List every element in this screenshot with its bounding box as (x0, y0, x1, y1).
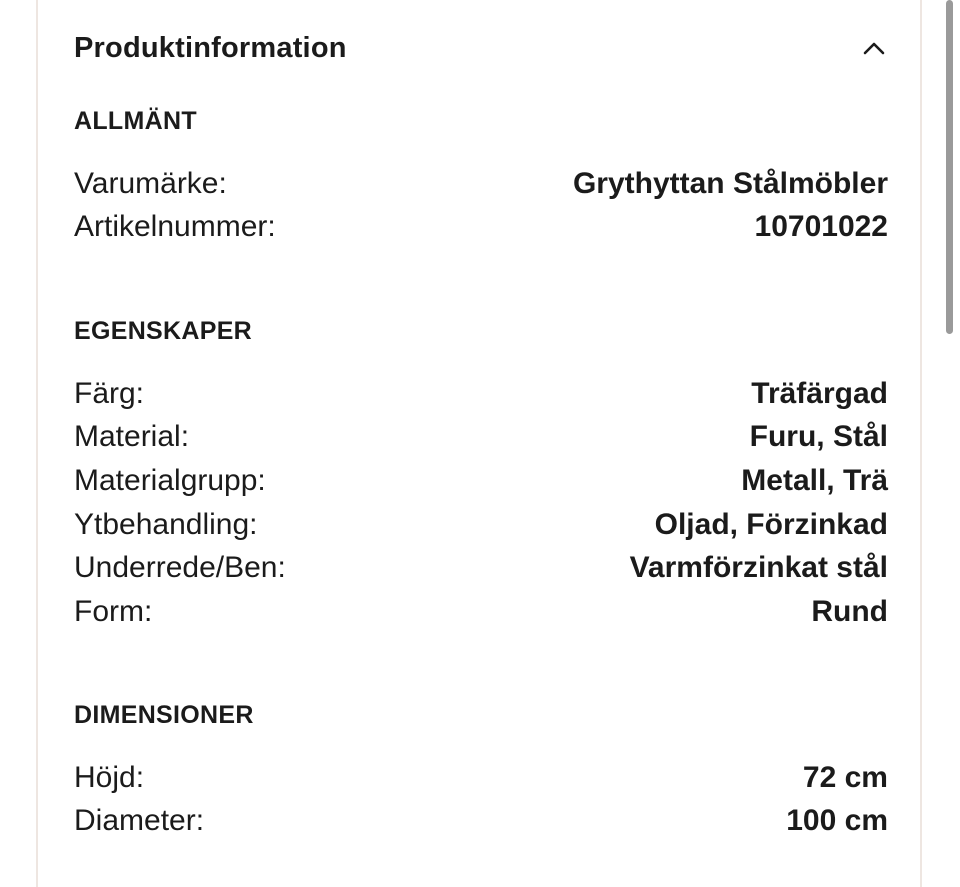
spec-label: Diameter: (74, 804, 205, 838)
spec-row-article-number (74, 206, 888, 250)
panel-title: Produktinformation (74, 31, 347, 64)
spec-value: Oljad, Förzinkad (654, 507, 888, 541)
spec-row-base-legs (74, 546, 888, 590)
spec-label: Form: (74, 594, 153, 628)
section-general (74, 106, 888, 249)
spec-value: Metall, Trä (741, 463, 888, 497)
spec-value: Grythyttan Stålmöbler (572, 166, 888, 200)
spec-label: Varumärke: (74, 166, 227, 200)
spec-value: 72 cm (802, 760, 888, 794)
spec-value: Träfärgad (751, 376, 888, 410)
spec-row-height (74, 756, 888, 800)
spec-label: Underrede/Ben: (74, 551, 286, 585)
product-info-panel (36, 0, 922, 887)
section-properties (74, 316, 888, 634)
spec-row-material-group (74, 459, 888, 503)
spec-value: Rund (811, 594, 888, 628)
spec-row-material (74, 416, 888, 460)
product-info-header[interactable] (74, 28, 888, 68)
spec-row-shape (74, 590, 888, 634)
spec-value: 100 cm (786, 804, 888, 838)
spec-label: Färg: (74, 376, 145, 410)
page-scrollbar[interactable] (946, 0, 953, 334)
spec-label: Höjd: (74, 760, 145, 794)
spec-value: 10701022 (754, 210, 888, 244)
section-title-general: ALLMÄNT (74, 107, 197, 135)
spec-row-diameter (74, 800, 888, 844)
spec-row-brand (74, 162, 888, 206)
spec-value: Furu, Stål (749, 420, 888, 454)
section-dimensions (74, 700, 888, 843)
spec-label: Materialgrupp: (74, 463, 266, 497)
spec-label: Artikelnummer: (74, 210, 276, 244)
spec-value: Varmförzinkat stål (629, 551, 888, 585)
section-title-properties: EGENSKAPER (74, 317, 253, 345)
section-title-dimensions: DIMENSIONER (74, 701, 254, 729)
spec-label: Material: (74, 420, 190, 454)
spec-row-surface-treatment (74, 503, 888, 547)
spec-row-color (74, 372, 888, 416)
chevron-up-icon[interactable] (860, 34, 888, 62)
spec-label: Ytbehandling: (74, 507, 258, 541)
